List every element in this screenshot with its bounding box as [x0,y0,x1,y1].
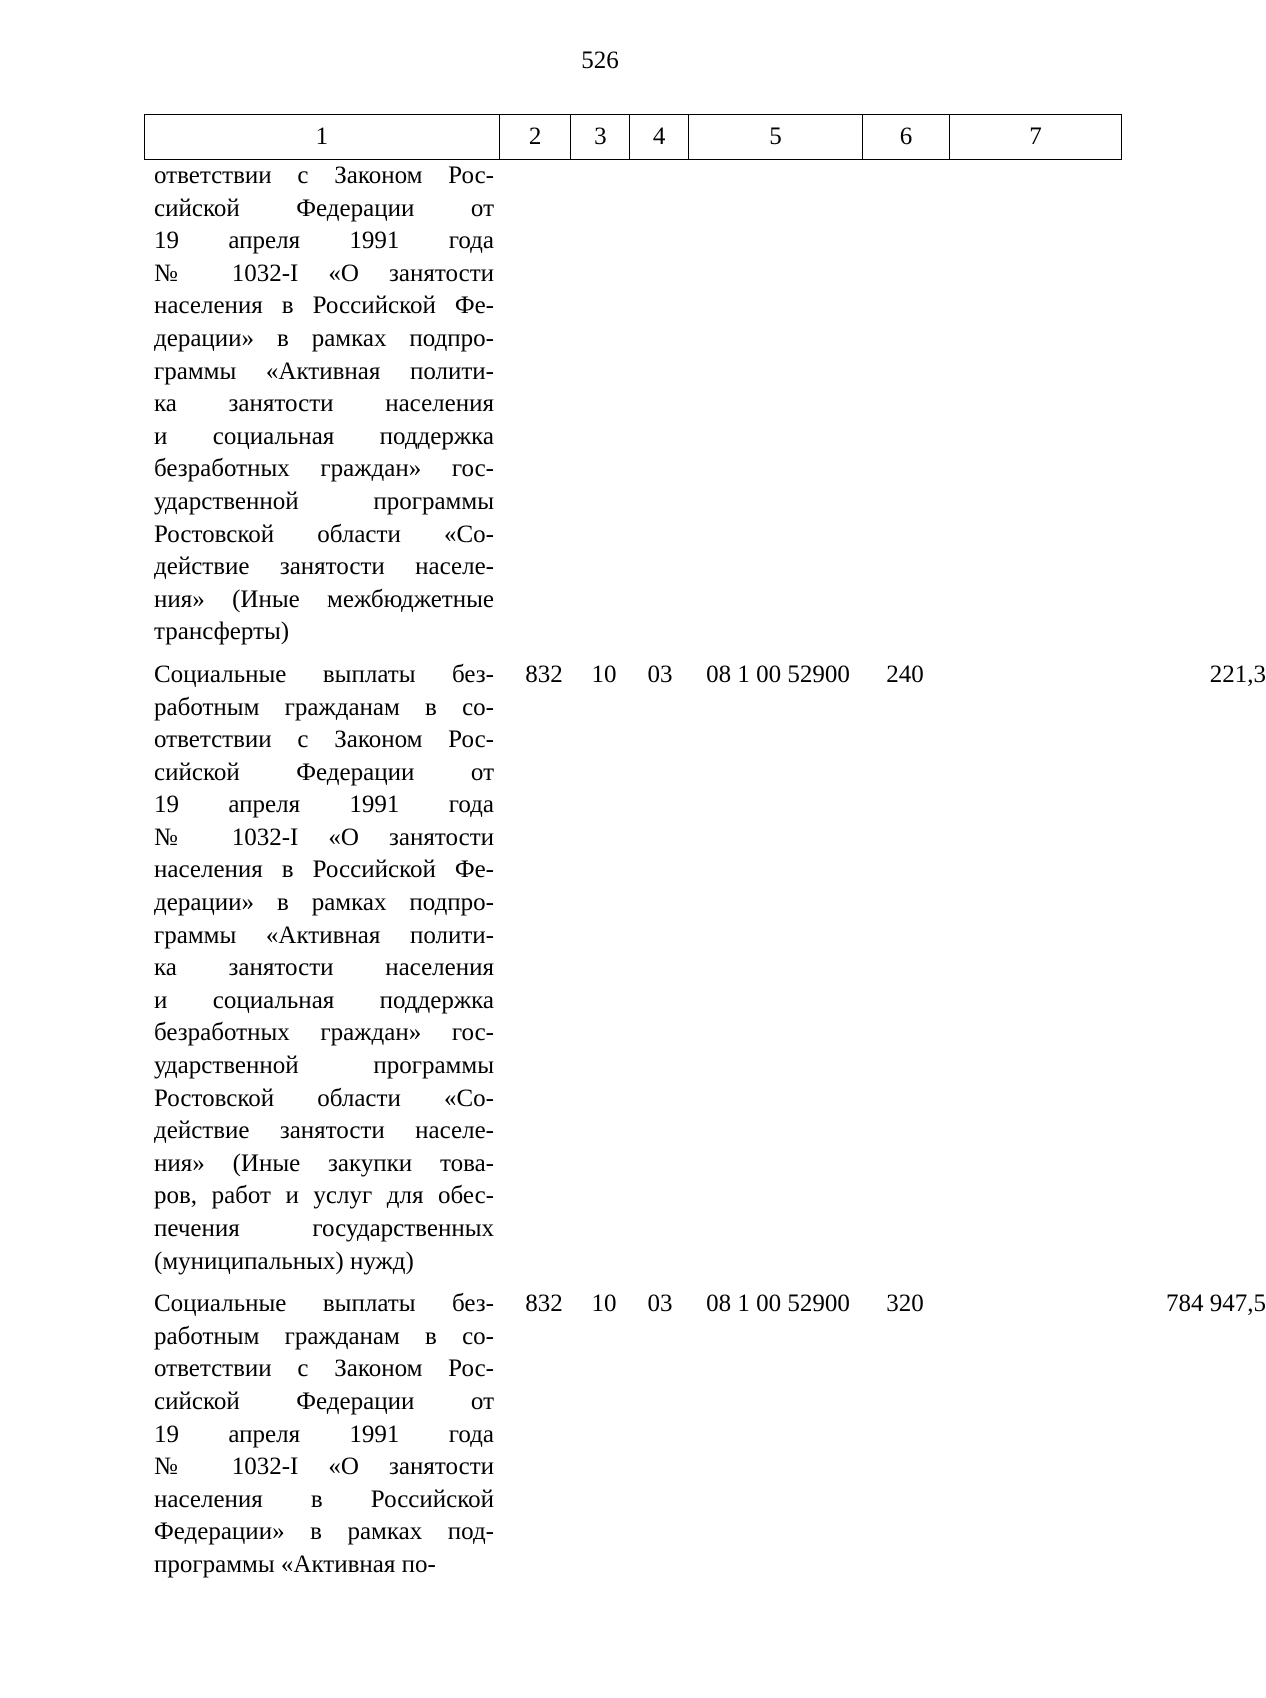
description-line: ответствии с Законом Рос- [154,1355,494,1383]
column-header-table [144,114,1122,160]
page-number: 526 [581,47,619,74]
cell-column-3: 10 [591,660,617,688]
description-line: работным гражданам в со- [154,693,494,721]
description-line: сийской Федерации от [154,1387,494,1415]
description-line: 19 апреля 1991 года [154,227,494,255]
column-header-row [145,115,1122,160]
row-description [154,659,494,1278]
description-line: действие занятости населе- [154,553,494,581]
description-line: Ростовской области «Со- [154,520,494,548]
description-line: 19 апреля 1991 года [154,1420,494,1448]
cell-column-6: 320 [886,1290,924,1318]
column-header-4: 4 [630,115,689,160]
description-line: Социальные выплаты без- [154,1290,494,1318]
description-line: печения государственных [154,1215,494,1242]
description-line: и социальная поддержка [154,422,494,450]
cell-column-4: 03 [647,660,673,688]
cell-column-7: 784 947,5 [1166,1290,1266,1318]
description-line: сийской Федерации от [154,758,494,786]
description-line: ка занятости населения [154,954,494,982]
description-line: Социальные выплаты без- [154,660,494,688]
description-line: дерации» в рамках подпро- [154,324,494,352]
description-line: Федерации» в рамках под- [154,1518,494,1546]
description-line: ответствии с Законом Рос- [154,162,494,189]
description-line: безработных граждан» гос- [154,455,494,483]
description-line: работным гражданам в со- [154,1322,494,1350]
description-line: ка занятости населения [154,390,494,418]
row-description [154,160,494,649]
description-line: и социальная поддержка [154,986,494,1014]
cell-column-5: 08 1 00 52900 [706,1290,850,1318]
cell-column-3: 10 [591,1290,617,1318]
column-header-7: 7 [950,115,1122,160]
table-row [154,160,494,649]
column-header-5: 5 [688,115,862,160]
description-line: ударственной программы [154,1052,494,1080]
description-line: граммы «Активная полити- [154,357,494,385]
description-line: трансферты) [154,618,290,646]
column-header-2: 2 [499,115,571,160]
cell-column-2: 832 [525,660,563,688]
table-row [154,1288,1266,1581]
description-line: населения в Российской Фе- [154,292,494,320]
description-line: ния» (Иные межбюджетные [154,585,494,613]
cell-column-5: 08 1 00 52900 [706,660,850,688]
cell-column-2: 832 [525,1290,563,1318]
cell-column-4: 03 [647,1290,673,1318]
cell-column-7: 221,3 [1209,660,1266,688]
description-line: № 1032-I «О занятости [154,259,494,287]
description-line: ров, работ и услуг для обес- [154,1182,494,1210]
description-line: действие занятости населе- [154,1117,494,1145]
description-line: населения в Российской [154,1485,494,1513]
table-body [154,160,1266,1592]
description-line: программы «Активная по- [154,1550,436,1578]
column-header-6: 6 [863,115,950,160]
description-line: сийской Федерации от [154,194,494,222]
description-line: (муниципальных) нужд) [154,1247,414,1275]
description-line: № 1032-I «О занятости [154,823,494,851]
description-line: № 1032-I «О занятости [154,1453,494,1481]
description-line: ния» (Иные закупки това- [154,1149,494,1177]
description-line: населения в Российской Фе- [154,856,494,884]
column-header-3: 3 [571,115,630,160]
description-line: ответствии с Законом Рос- [154,726,494,754]
row-description [154,1288,494,1581]
description-line: граммы «Активная полити- [154,921,494,949]
description-line: Ростовской области «Со- [154,1084,494,1112]
description-line: 19 апреля 1991 года [154,791,494,819]
description-line: дерации» в рамках подпро- [154,889,494,917]
column-header-1: 1 [145,115,500,160]
cell-column-6: 240 [886,660,924,688]
description-line: ударственной программы [154,487,494,515]
table-row [154,659,1266,1278]
description-line: безработных граждан» гос- [154,1019,494,1047]
